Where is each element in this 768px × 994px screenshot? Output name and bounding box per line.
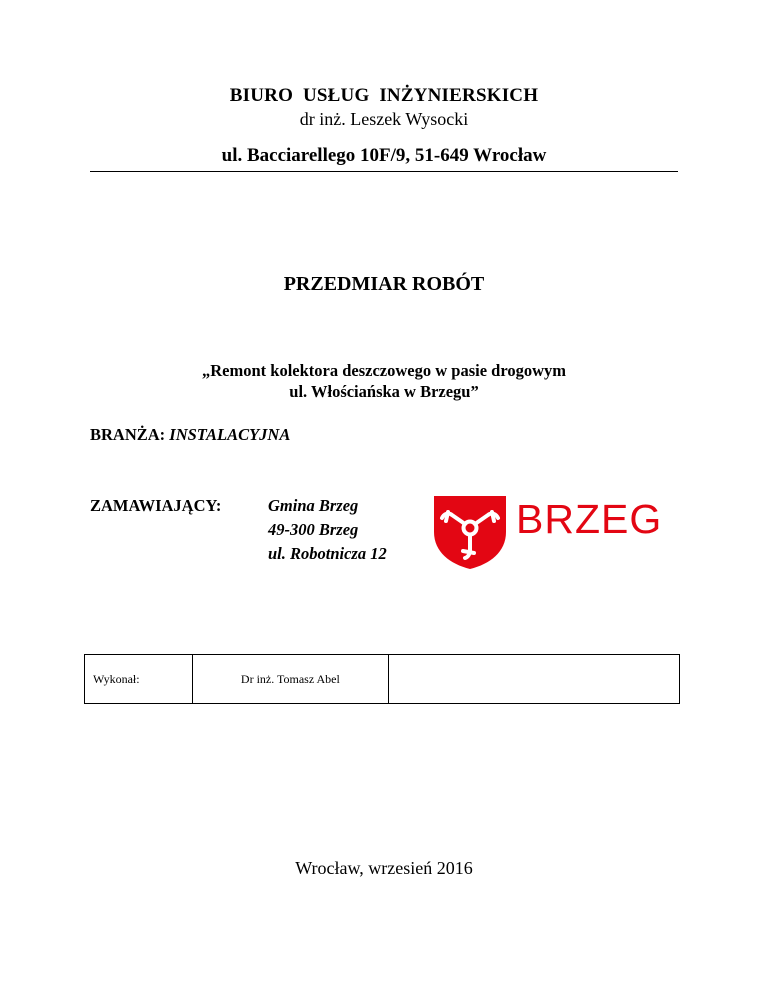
project-name-line-1: „Remont kolektora deszczowego w pasie drogowym [201,361,567,380]
signature-row [85,655,680,704]
branza-label: BRANŻA: [90,425,166,444]
logo-text: BRZEG [516,496,662,542]
company-address: ul. Bacciarellego 10F/9, 51-649 Wrocław [221,145,547,166]
company-name: BIURO USŁUG INŻYNIERSKICH [229,85,539,106]
branza-value: INSTALACYJNA [169,425,291,444]
signature-label: Wykonał: [85,655,193,704]
branza-row [90,425,290,445]
signature-author: Dr inż. Tomasz Abel [192,655,388,704]
header-divider [90,171,678,172]
signature-table [84,654,680,704]
company-owner: dr inż. Leszek Wysocki [299,109,469,129]
zamawiajacy-postcode: 49-300 Brzeg [268,520,359,539]
place-and-date: Wrocław, wrzesień 2016 [295,858,473,878]
brzeg-logo [432,490,662,570]
document-title: PRZEDMIAR ROBÓT [283,273,485,295]
zamawiajacy-street: ul. Robotnicza 12 [268,544,387,563]
zamawiajacy-name: Gmina Brzeg [268,496,359,515]
signature-space [388,655,679,704]
zamawiajacy-label: ZAMAWIAJĄCY: [90,496,222,515]
project-name-line-2: ul. Włościańska w Brzegu” [289,382,479,401]
